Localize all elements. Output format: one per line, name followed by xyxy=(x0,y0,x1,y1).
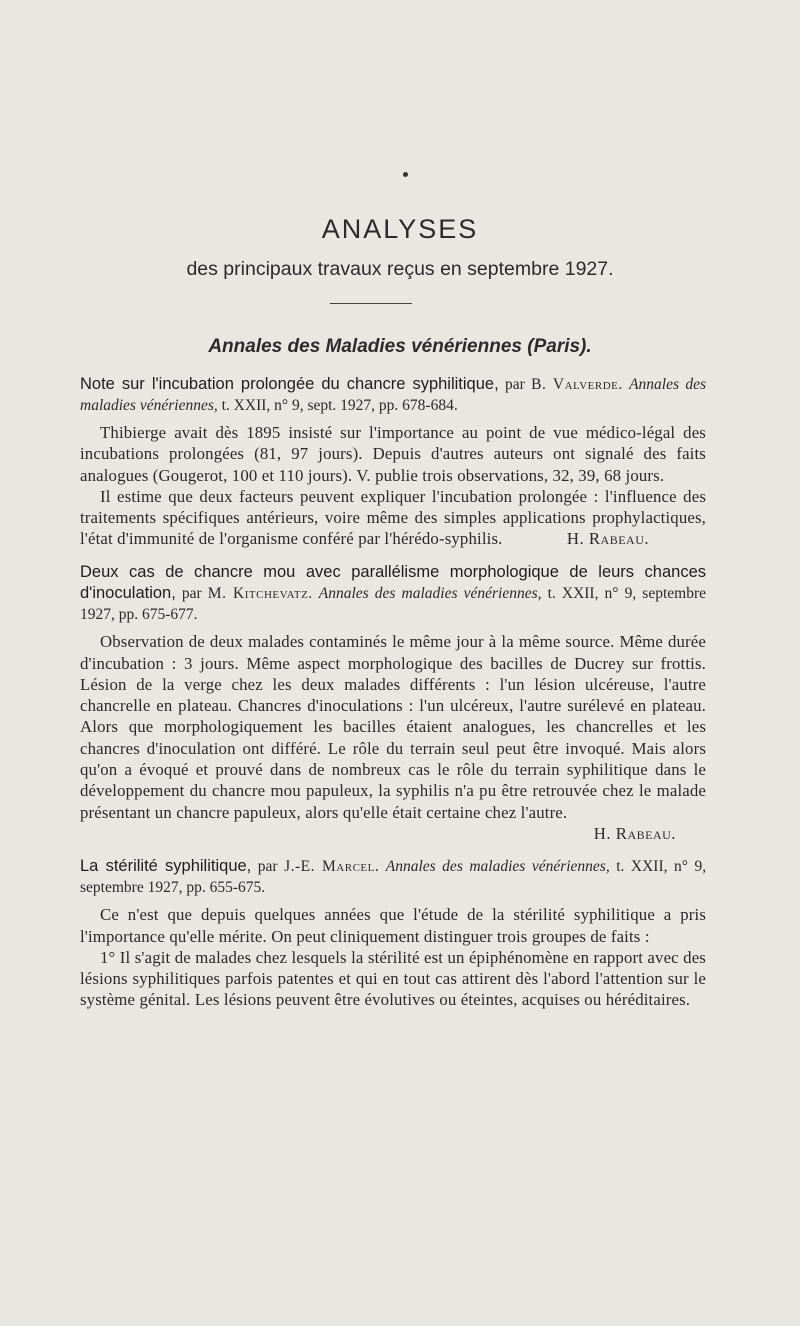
article-heading xyxy=(80,374,706,416)
bullet-dot xyxy=(403,172,408,177)
article-heading xyxy=(80,856,706,898)
page-title: ANALYSES xyxy=(321,214,479,244)
page-subtitle: des principaux travaux reçus en septembre 1927. xyxy=(186,258,614,280)
article-list xyxy=(80,374,706,1023)
article-title: Deux cas de chancre mou avec parallélisme morphologique de leurs chances d'inoculation, xyxy=(80,562,706,603)
article-author: M. Kitchevatz. xyxy=(207,585,313,603)
article-signature-line xyxy=(80,823,706,844)
article-signature: H. Rabeau. xyxy=(566,529,650,549)
article-paragraph-text: Il estime que deux facteurs peuvent expliquer l'incubation prolongée : l'influence des traitements spécifiques antérieurs, voire même des simples applications prophylactiques, l'état d'immunité de l'organisme conféré par l'hérédo-syphilis. xyxy=(80,486,706,549)
article xyxy=(80,562,706,844)
article-paragraph: 1° Il s'agit de malades chez lesquels la stérilité est un épiphénomène en rapport avec des lésions syphilitiques parfois patentes et qui en tout cas attirent dès l'abord l'attention sur le système génital. Les lésions peuvent être évolutives ou éteintes, acquises ou héréditaires. xyxy=(80,947,706,1010)
article-citation: Annales des maladies vénériennes, xyxy=(80,376,707,414)
article-heading xyxy=(80,562,706,626)
article-citation: Annales des maladies vénériennes, xyxy=(385,858,610,876)
article-title: La stérilité syphilitique, xyxy=(80,857,252,876)
journal-heading: Annales des Maladies vénériennes (Paris). xyxy=(208,336,592,357)
article-citation: Annales des maladies vénériennes, xyxy=(318,585,542,603)
article-paragraph xyxy=(80,486,706,550)
article xyxy=(80,856,706,1010)
article-by: par xyxy=(181,585,202,603)
article-author: B. Valverde. xyxy=(531,376,623,393)
article-signature: H. Rabeau. xyxy=(593,823,676,843)
article-details: t. XXII, n° 9, sept. 1927, pp. 678-684. xyxy=(221,396,458,414)
article-title: Note sur l'incubation prolongée du chancre syphilitique, xyxy=(80,375,499,393)
article-by: par xyxy=(257,858,278,876)
article-paragraph: Ce n'est que depuis quelques années que l'étude de la stérilité syphilitique a pris l'importance qu'elle mérite. On peut cliniquement distinguer trois groupes de faits : xyxy=(80,905,706,946)
article-details: t. XXII, n° 9, septembre 1927, pp. 675-677. xyxy=(80,585,707,623)
article-by: par xyxy=(505,376,525,393)
article-paragraph: Observation de deux malades contaminés le même jour à la même source. Même durée d'incubation : 3 jours. Même aspect morphologique des bacilles de Ducrey sur frottis. Lésion de la verge chez les deux malades différents : l'un lésion ulcéreuse, l'autre chancrelle en plateau. Chancres d'inoculations : l'un ulcéreux, l'autre surélevé en plateau. Alors que morphologiquement les bacilles étaient analogues, les chancrelles et les chancres d'inoculation ont différé. Le rôle du terrain seul peut être invoqué. Mais alors qu'on a évoqué et prouvé dans de nombreux cas le rôle du terrain syphilitique dans le développement du chancre mou papuleux, la syphilis n'a pu être retrouvée chez le malade présentant un chancre papuleux, alors qu'elle était certaine chez l'autre. xyxy=(80,632,706,822)
divider xyxy=(330,303,412,304)
article-details: t. XXII, n° 9, septembre 1927, pp. 655-675. xyxy=(80,858,707,896)
article xyxy=(80,374,706,550)
article-paragraph: Thibierge avait dès 1895 insisté sur l'importance au point de vue médico-légal des incubations prolongées (81, 97 jours). Depuis d'autres auteurs ont signalé des faits analogues (Gougerot, 100 et 110 jours). V. publie trois observations, 32, 39, 68 jours. xyxy=(80,423,706,485)
article-author: J.-E. Marcel. xyxy=(284,858,380,876)
